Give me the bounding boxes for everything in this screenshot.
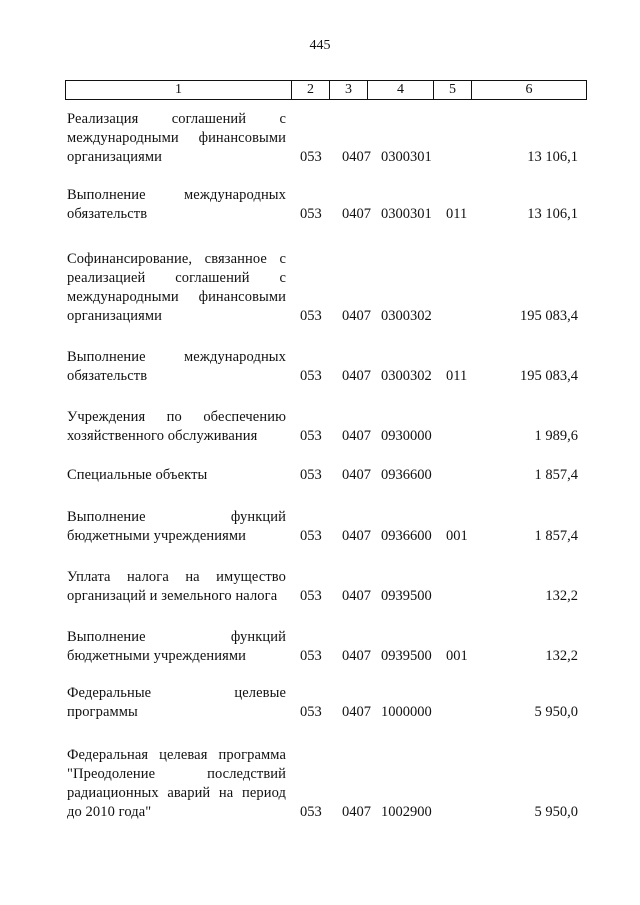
row-name: Учреждения по обеспечению хозяйственного обслуживания: [67, 409, 286, 444]
col-6: 13 106,1: [527, 149, 578, 165]
col-3: 0407: [342, 588, 371, 604]
col-5: 001: [446, 648, 468, 664]
col-2: 053: [300, 804, 322, 820]
col-2: 053: [300, 206, 322, 222]
row-name: Выполнение международных обязательств: [67, 349, 286, 384]
header-col-6: 6: [525, 82, 533, 97]
col-4: 0939500: [381, 588, 432, 604]
row-name: Выполнение международных обязательств: [67, 187, 286, 222]
header-col-2: 2: [292, 81, 330, 99]
col-4: 0939500: [381, 648, 432, 664]
col-3: 0407: [342, 528, 371, 544]
col-3: 0407: [342, 804, 371, 820]
col-6: 195 083,4: [520, 368, 578, 384]
col-4: 0936600: [381, 528, 432, 544]
row-name: Специальные объекты: [67, 467, 208, 483]
col-3: 0407: [342, 206, 371, 222]
col-3: 0407: [342, 428, 371, 444]
table-header: [65, 80, 587, 100]
col-2: 053: [300, 648, 322, 664]
col-6: 5 950,0: [534, 804, 578, 820]
row-name: Федеральные целевые программы: [67, 685, 286, 720]
col-6: 1 857,4: [534, 467, 578, 483]
row-name: Уплата налога на имущество организаций и земельного налога: [67, 569, 286, 604]
row-name: Федеральная целевая программа "Преодоление последствий радиационных аварий на период до 2010 года": [67, 747, 286, 820]
header-col-4: 4: [368, 81, 434, 99]
col-4: 0300301: [381, 149, 432, 165]
col-4: 0300302: [381, 368, 432, 384]
col-3: 0407: [342, 149, 371, 165]
col-6: 13 106,1: [527, 206, 578, 222]
col-3: 0407: [342, 704, 371, 720]
col-4: 0300301: [381, 206, 432, 222]
row-name: Софинансирование, связанное с реализацией соглашений с международными финансовыми организациями: [67, 251, 286, 324]
col-3: 0407: [342, 308, 371, 324]
col-5: 001: [446, 528, 468, 544]
col-3: 0407: [342, 648, 371, 664]
col-6: 5 950,0: [534, 704, 578, 720]
header-col-5: 5: [434, 81, 472, 99]
col-5: 011: [446, 368, 468, 384]
col-6: 195 083,4: [520, 308, 578, 324]
col-2: 053: [300, 467, 322, 483]
col-2: 053: [300, 149, 322, 165]
col-4: 1002900: [381, 804, 432, 820]
col-2: 053: [300, 528, 322, 544]
col-5: 011: [446, 206, 468, 222]
page-number: 445: [309, 38, 331, 53]
header-col-1: 1: [66, 81, 292, 99]
col-4: 0936600: [381, 467, 432, 483]
col-3: 0407: [342, 467, 371, 483]
row-name: Выполнение функций бюджетными учреждениями: [67, 629, 286, 664]
col-6: 1 857,4: [534, 528, 578, 544]
col-6: 132,2: [545, 588, 578, 604]
row-name: Реализация соглашений с международными финансовыми организациями: [67, 111, 286, 165]
col-2: 053: [300, 308, 322, 324]
col-4: 0930000: [381, 428, 432, 444]
col-4: 1000000: [381, 704, 432, 720]
row-name: Выполнение функций бюджетными учреждениями: [67, 509, 286, 544]
col-4: 0300302: [381, 308, 432, 324]
col-2: 053: [300, 704, 322, 720]
col-6: 1 989,6: [534, 428, 578, 444]
col-2: 053: [300, 368, 322, 384]
header-col-3: 3: [330, 81, 368, 99]
col-2: 053: [300, 428, 322, 444]
col-6: 132,2: [545, 648, 578, 664]
col-3: 0407: [342, 368, 371, 384]
col-2: 053: [300, 588, 322, 604]
